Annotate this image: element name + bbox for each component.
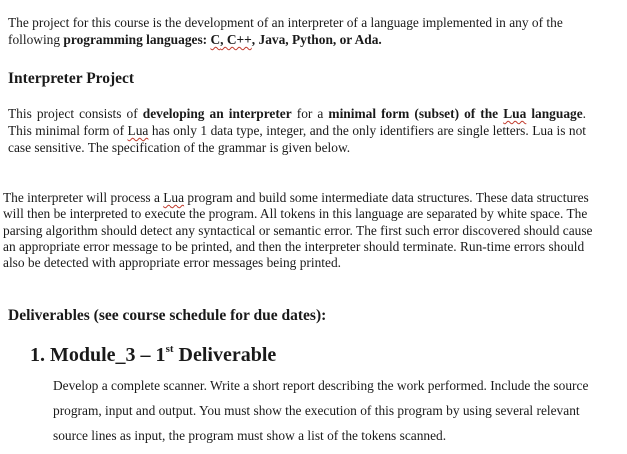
project-desc-text: This project consists of xyxy=(8,106,143,121)
project-desc-text: . This minimal form of xyxy=(8,106,587,138)
module-heading xyxy=(30,343,276,367)
language-separator: , xyxy=(251,32,259,47)
project-desc-bold: minimal form (subset) of the xyxy=(328,106,504,121)
project-description xyxy=(8,105,586,156)
project-desc-bold: developing an interpreter xyxy=(142,106,292,121)
intro-languages-label: programming languages: xyxy=(63,32,211,47)
intro-text: The project for this course is the development of an interpreter of a language implemented in any of the following xyxy=(8,15,563,47)
interpreter-description xyxy=(3,190,595,271)
project-desc-text: for a xyxy=(291,106,329,121)
language-list-rest: Java, Python, or Ada. xyxy=(258,32,382,47)
module-description: Develop a complete scanner. Write a short report describing the work performed. Include the source program, input and output. You must show the execution of this program by using several relevant source lines as input, the program must show a list of the tokens scanned. xyxy=(53,378,589,443)
lua-word: Lua xyxy=(127,123,149,138)
language-c: C xyxy=(210,32,221,47)
project-desc-bold: language xyxy=(526,106,583,121)
deliverables-heading: Deliverables (see course schedule for due dates): xyxy=(8,307,327,324)
module-heading-ordinal: st xyxy=(165,343,174,356)
language-cpp: C++ xyxy=(226,32,252,47)
interpreter-desc-text: program and build some intermediate data structures. These data structures will then be interpreted to execute the program. All tokens in this language are separated by white space. The parsing algorithm should detect any syntactical or semantic error. The first such error discovered should cause an appropriate error message to be printed, and then the interpreter should terminate. Run-time errors should also be detected with appropriate error messages being printed. xyxy=(3,190,593,271)
lua-word: Lua xyxy=(503,106,527,121)
module-heading-suffix: Deliverable xyxy=(173,344,277,366)
lua-word: Lua xyxy=(163,190,185,205)
intro-paragraph xyxy=(8,14,613,48)
interpreter-desc-text: The interpreter will process a xyxy=(3,190,164,205)
project-desc-text: has only 1 data type, integer, and the only identifiers are single letters. Lua is not case sensitive. The specification of the grammar is given below. xyxy=(8,123,586,155)
language-separator: , xyxy=(220,32,227,47)
interpreter-project-heading: Interpreter Project xyxy=(8,70,135,87)
module-heading-prefix: 1. Module_3 – 1 xyxy=(30,344,166,366)
